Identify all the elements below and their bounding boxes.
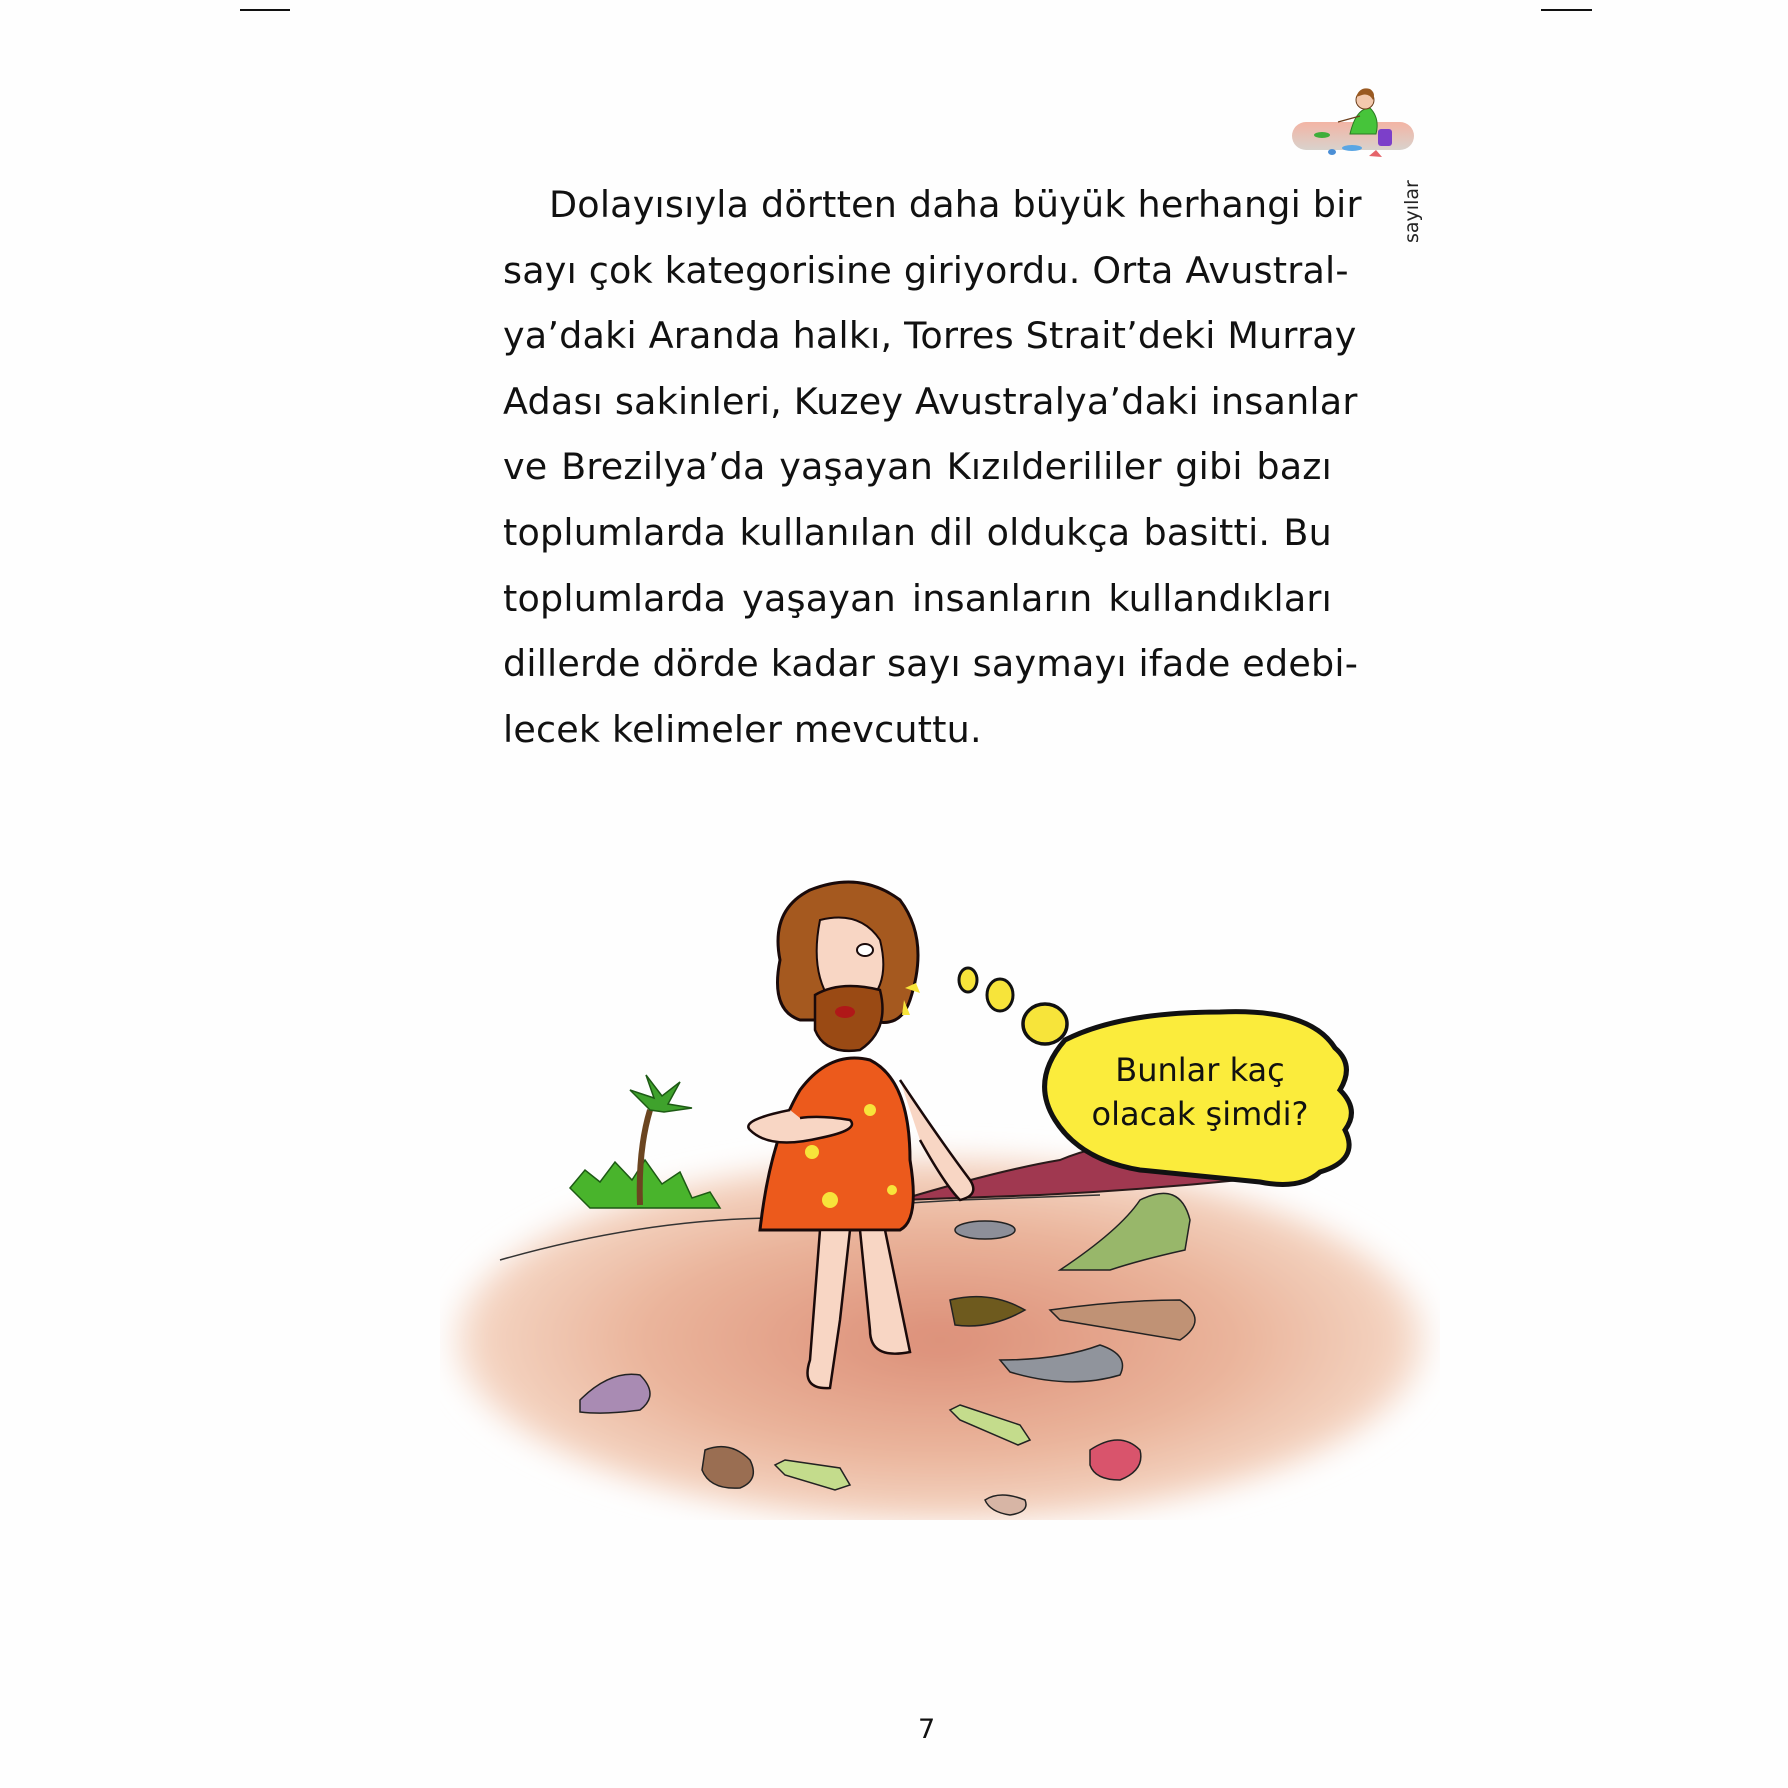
thought-dot-medium [987, 979, 1013, 1011]
red-stone [1369, 150, 1382, 157]
text-line: ve Brezilya’da yaşayan Kızılderililer gibi bazı [503, 445, 1332, 489]
text-line: toplumlarda kullanılan dil oldukça basitti. Bu [503, 510, 1332, 554]
text-line: toplumlarda yaşayan insanların kullandıkları [503, 576, 1332, 620]
dress-spot [822, 1192, 838, 1208]
green-stone [1314, 132, 1330, 138]
text-line: Dolayısıyla dörtten daha büyük herhangi bir [549, 183, 1362, 226]
speech-line-1: Bunlar kaç [1115, 1051, 1285, 1089]
blue-stone [1342, 145, 1362, 151]
section-corner-illustration [1290, 78, 1420, 162]
dress-spot [887, 1185, 897, 1195]
crop-mark-top-right [1541, 9, 1592, 11]
body-paragraph [503, 172, 1362, 762]
dress-spot [864, 1104, 876, 1116]
text-line: Adası sakinleri, Kuzey Avustralya’daki insanlar [503, 379, 1358, 423]
palm-leaves [630, 1075, 692, 1112]
child-body [1350, 108, 1377, 134]
thought-dot-small [959, 968, 977, 992]
speech-bubble-text [1075, 1048, 1325, 1136]
small-blue-stone [1328, 149, 1336, 155]
caveman-mouth [835, 1006, 855, 1018]
thought-dot-large [1023, 1004, 1067, 1044]
purple-block [1378, 129, 1392, 146]
crop-mark-top-left [240, 9, 290, 11]
dress-spot [805, 1145, 819, 1159]
caveman-illustration [440, 800, 1440, 1520]
text-line: sayı çok kategorisine giriyordu. Orta Avustral- [503, 248, 1349, 292]
stone-gray-small [955, 1221, 1015, 1239]
caveman-eye [857, 944, 873, 956]
caveman-beard [815, 986, 883, 1051]
text-line: ya’daki Aranda halkı, Torres Strait’deki Murray [503, 314, 1357, 358]
speech-line-2: olacak şimdi? [1091, 1095, 1309, 1133]
ground [450, 1155, 1430, 1520]
text-line: dillerde dörde kadar sayı saymayı ifade edebi- [503, 642, 1359, 686]
text-line: lecek kelimeler mevcuttu. [503, 707, 982, 751]
section-label: sayılar [1401, 180, 1423, 243]
page-number: 7 [918, 1714, 936, 1745]
